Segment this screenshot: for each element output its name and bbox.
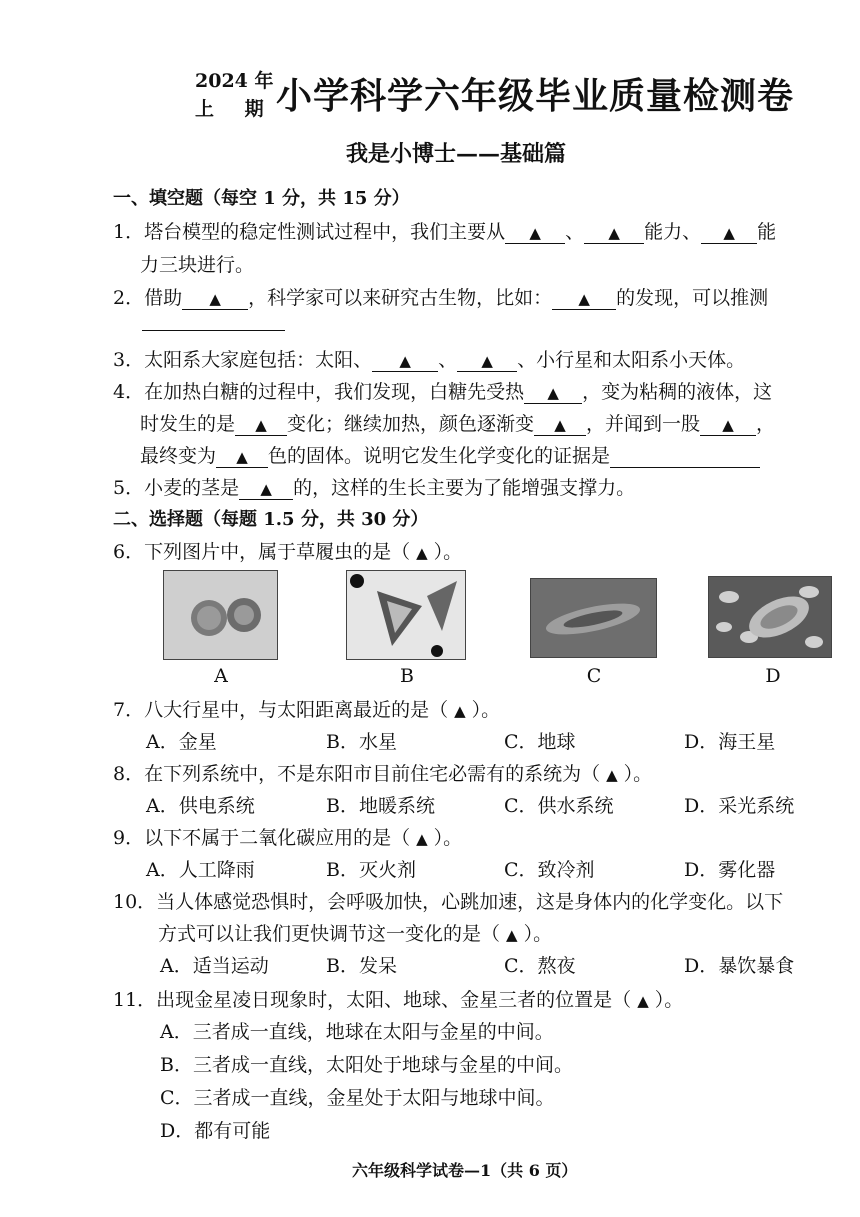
q2-text-a: 2．借助 bbox=[113, 287, 183, 309]
q11-option-b[interactable]: B．三者成一直线，太阳处于地球与金星的中间。 bbox=[160, 1054, 573, 1076]
q2-blank-3[interactable] bbox=[142, 330, 285, 331]
q1-text-mid: 能力、 bbox=[644, 221, 702, 243]
answer-mark: ▲ bbox=[416, 830, 428, 848]
q4-text-d: 变化；继续加热，颜色逐渐变 bbox=[287, 413, 535, 435]
question-5 bbox=[113, 473, 635, 500]
q10-stem: 方式可以让我们更快调节这一变化的是（ bbox=[158, 923, 501, 945]
q7-option-a[interactable]: A．金星 bbox=[146, 731, 217, 753]
option-c-image[interactable] bbox=[530, 578, 657, 658]
q4-blank-5[interactable] bbox=[216, 445, 268, 468]
option-d-image[interactable] bbox=[708, 576, 832, 658]
q4-line2 bbox=[140, 409, 775, 436]
q1-blank-2[interactable] bbox=[584, 221, 644, 244]
q11-stem: 11．出现金星凌日现象时，太阳、地球、金星三者的位置是（ bbox=[113, 989, 632, 1011]
q8-option-d[interactable]: D．采光系统 bbox=[684, 795, 795, 817]
q10-line2 bbox=[158, 919, 552, 946]
q1-blank-3[interactable] bbox=[701, 221, 757, 244]
q3-blank-1[interactable] bbox=[372, 349, 438, 372]
q4-text-g: 最终变为 bbox=[140, 445, 217, 467]
q7-option-d[interactable]: D．海王星 bbox=[684, 731, 776, 753]
answer-mark: ▲ bbox=[481, 352, 493, 370]
q2-blank-2[interactable] bbox=[552, 287, 616, 310]
q4-text-e: ，并闻到一股 bbox=[586, 413, 701, 435]
question-9 bbox=[113, 823, 462, 850]
q9-option-b[interactable]: B．灭火剂 bbox=[326, 859, 416, 881]
q8-option-b[interactable]: B．地暖系统 bbox=[326, 795, 435, 817]
q1-line2: 力三块进行。 bbox=[140, 254, 255, 276]
q10-option-b[interactable]: B．发呆 bbox=[326, 955, 397, 977]
q4-text-b: ，变为粘稠的液体，这 bbox=[582, 381, 773, 403]
q11-close: ）。 bbox=[654, 989, 684, 1011]
q4-text-f: ， bbox=[756, 413, 776, 435]
q3-sep: 、 bbox=[438, 349, 458, 371]
answer-mark: ▲ bbox=[578, 290, 590, 308]
answer-mark: ▲ bbox=[399, 352, 411, 370]
q11-option-c[interactable]: C．三者成一直线，金星处于太阳与地球中间。 bbox=[160, 1087, 555, 1109]
q8-close: ）。 bbox=[623, 763, 653, 785]
ciliate-image bbox=[531, 579, 656, 657]
answer-mark: ▲ bbox=[722, 416, 734, 434]
question-2 bbox=[113, 283, 768, 310]
q8-option-a[interactable]: A．供电系统 bbox=[146, 795, 255, 817]
q7-close: ）。 bbox=[471, 699, 501, 721]
answer-mark: ▲ bbox=[529, 224, 541, 242]
answer-mark: ▲ bbox=[637, 992, 649, 1010]
answer-mark: ▲ bbox=[547, 384, 559, 402]
q4-text-h: 色的固体。说明它发生化学变化的证据是 bbox=[268, 445, 611, 467]
q10-option-c[interactable]: C．熬夜 bbox=[504, 955, 576, 977]
q7-option-c[interactable]: C．地球 bbox=[504, 731, 576, 753]
exam-year: 2024 年 bbox=[195, 70, 274, 92]
q8-option-c[interactable]: C．供水系统 bbox=[504, 795, 614, 817]
question-4 bbox=[113, 377, 772, 404]
q4-blank-4[interactable] bbox=[700, 413, 756, 436]
q11-option-a[interactable]: A．三者成一直线，地球在太阳与金星的中间。 bbox=[160, 1021, 554, 1043]
answer-mark: ▲ bbox=[416, 544, 428, 562]
answer-mark: ▲ bbox=[554, 416, 566, 434]
section2-heading: 二、选择题（每题 1.5 分，共 30 分） bbox=[113, 509, 429, 530]
option-d-label: D bbox=[765, 665, 781, 687]
question-6 bbox=[113, 537, 462, 564]
q1-text-end: 能 bbox=[757, 221, 777, 243]
option-b-image[interactable] bbox=[346, 570, 466, 660]
answer-mark: ▲ bbox=[255, 416, 267, 434]
q10-close: ）。 bbox=[523, 923, 553, 945]
q5-text-b: 的，这样的生长主要为了能增强支撑力。 bbox=[293, 477, 636, 499]
micro-cells-image bbox=[164, 571, 277, 659]
exam-term: 上 期 bbox=[195, 98, 276, 120]
cells-cluster-image bbox=[709, 577, 831, 657]
q2-text-b: ，科学家可以来研究古生物，比如： bbox=[248, 287, 553, 309]
q4-text-c: 时发生的是 bbox=[140, 413, 236, 435]
q6-stem: 6．下列图片中，属于草履虫的是（ bbox=[113, 541, 411, 563]
question-11 bbox=[113, 985, 683, 1012]
q11-option-d[interactable]: D．都有可能 bbox=[160, 1120, 271, 1142]
q1-blank-1[interactable] bbox=[505, 221, 565, 244]
q4-blank-2[interactable] bbox=[235, 413, 287, 436]
q9-option-c[interactable]: C．致冷剂 bbox=[504, 859, 595, 881]
answer-mark: ▲ bbox=[236, 448, 248, 466]
q3-text-b: 、小行星和太阳系小天体。 bbox=[517, 349, 746, 371]
q5-text-a: 5．小麦的茎是 bbox=[113, 477, 240, 499]
q8-stem: 8．在下列系统中，不是东阳市目前住宅必需有的系统为（ bbox=[113, 763, 601, 785]
answer-mark: ▲ bbox=[260, 480, 272, 498]
answer-mark: ▲ bbox=[606, 766, 618, 784]
exam-title: 小学科学六年级毕业质量检测卷 bbox=[276, 75, 795, 117]
page-footer: 六年级科学试卷—1（共 6 页） bbox=[352, 1161, 578, 1180]
q1-text-a: 1．塔台模型的稳定性测试过程中，我们主要从 bbox=[113, 221, 506, 243]
q7-option-b[interactable]: B．水星 bbox=[326, 731, 397, 753]
question-3 bbox=[113, 345, 745, 372]
option-a-image[interactable] bbox=[163, 570, 278, 660]
q10-option-a[interactable]: A．适当运动 bbox=[160, 955, 269, 977]
q1-sep: 、 bbox=[565, 221, 585, 243]
option-a-label: A bbox=[214, 665, 228, 687]
question-7 bbox=[113, 695, 500, 722]
q4-line3 bbox=[140, 441, 760, 468]
answer-mark: ▲ bbox=[608, 224, 620, 242]
answer-mark: ▲ bbox=[454, 702, 466, 720]
q4-text-a: 4．在加热白糖的过程中，我们发现，白糖先受热 bbox=[113, 381, 525, 403]
triangle-cells-image bbox=[347, 571, 465, 659]
q4-blank-3[interactable] bbox=[534, 413, 586, 436]
q6-close: ）。 bbox=[433, 541, 463, 563]
option-b-label: B bbox=[400, 665, 414, 687]
q5-blank-1[interactable] bbox=[239, 477, 293, 500]
q9-option-a[interactable]: A．人工降雨 bbox=[146, 859, 255, 881]
q3-text-a: 3．太阳系大家庭包括：太阳、 bbox=[113, 349, 373, 371]
question-10: 10．当人体感觉恐惧时，会呼吸加快，心跳加速，这是身体内的化学变化。以下 bbox=[113, 891, 784, 913]
q3-blank-2[interactable] bbox=[457, 349, 517, 372]
question-1 bbox=[113, 217, 776, 244]
section1-heading: 一、填空题（每空 1 分，共 15 分） bbox=[113, 188, 410, 209]
q2-blank-1[interactable] bbox=[182, 287, 248, 310]
answer-mark: ▲ bbox=[506, 926, 518, 944]
q7-stem: 7．八大行星中，与太阳距离最近的是（ bbox=[113, 699, 449, 721]
question-8 bbox=[113, 759, 652, 786]
q9-option-d[interactable]: D．雾化器 bbox=[684, 859, 776, 881]
q4-blank-1[interactable] bbox=[524, 381, 582, 404]
q10-option-d[interactable]: D．暴饮暴食 bbox=[684, 955, 795, 977]
q4-blank-6[interactable] bbox=[610, 445, 760, 468]
answer-mark: ▲ bbox=[209, 290, 221, 308]
q9-stem: 9．以下不属于二氧化碳应用的是（ bbox=[113, 827, 411, 849]
section-subtitle: 我是小博士——基础篇 bbox=[346, 141, 567, 167]
q2-text-c: 的发现，可以推测 bbox=[616, 287, 769, 309]
option-c-label: C bbox=[586, 665, 602, 687]
answer-mark: ▲ bbox=[723, 224, 735, 242]
q9-close: ）。 bbox=[433, 827, 463, 849]
